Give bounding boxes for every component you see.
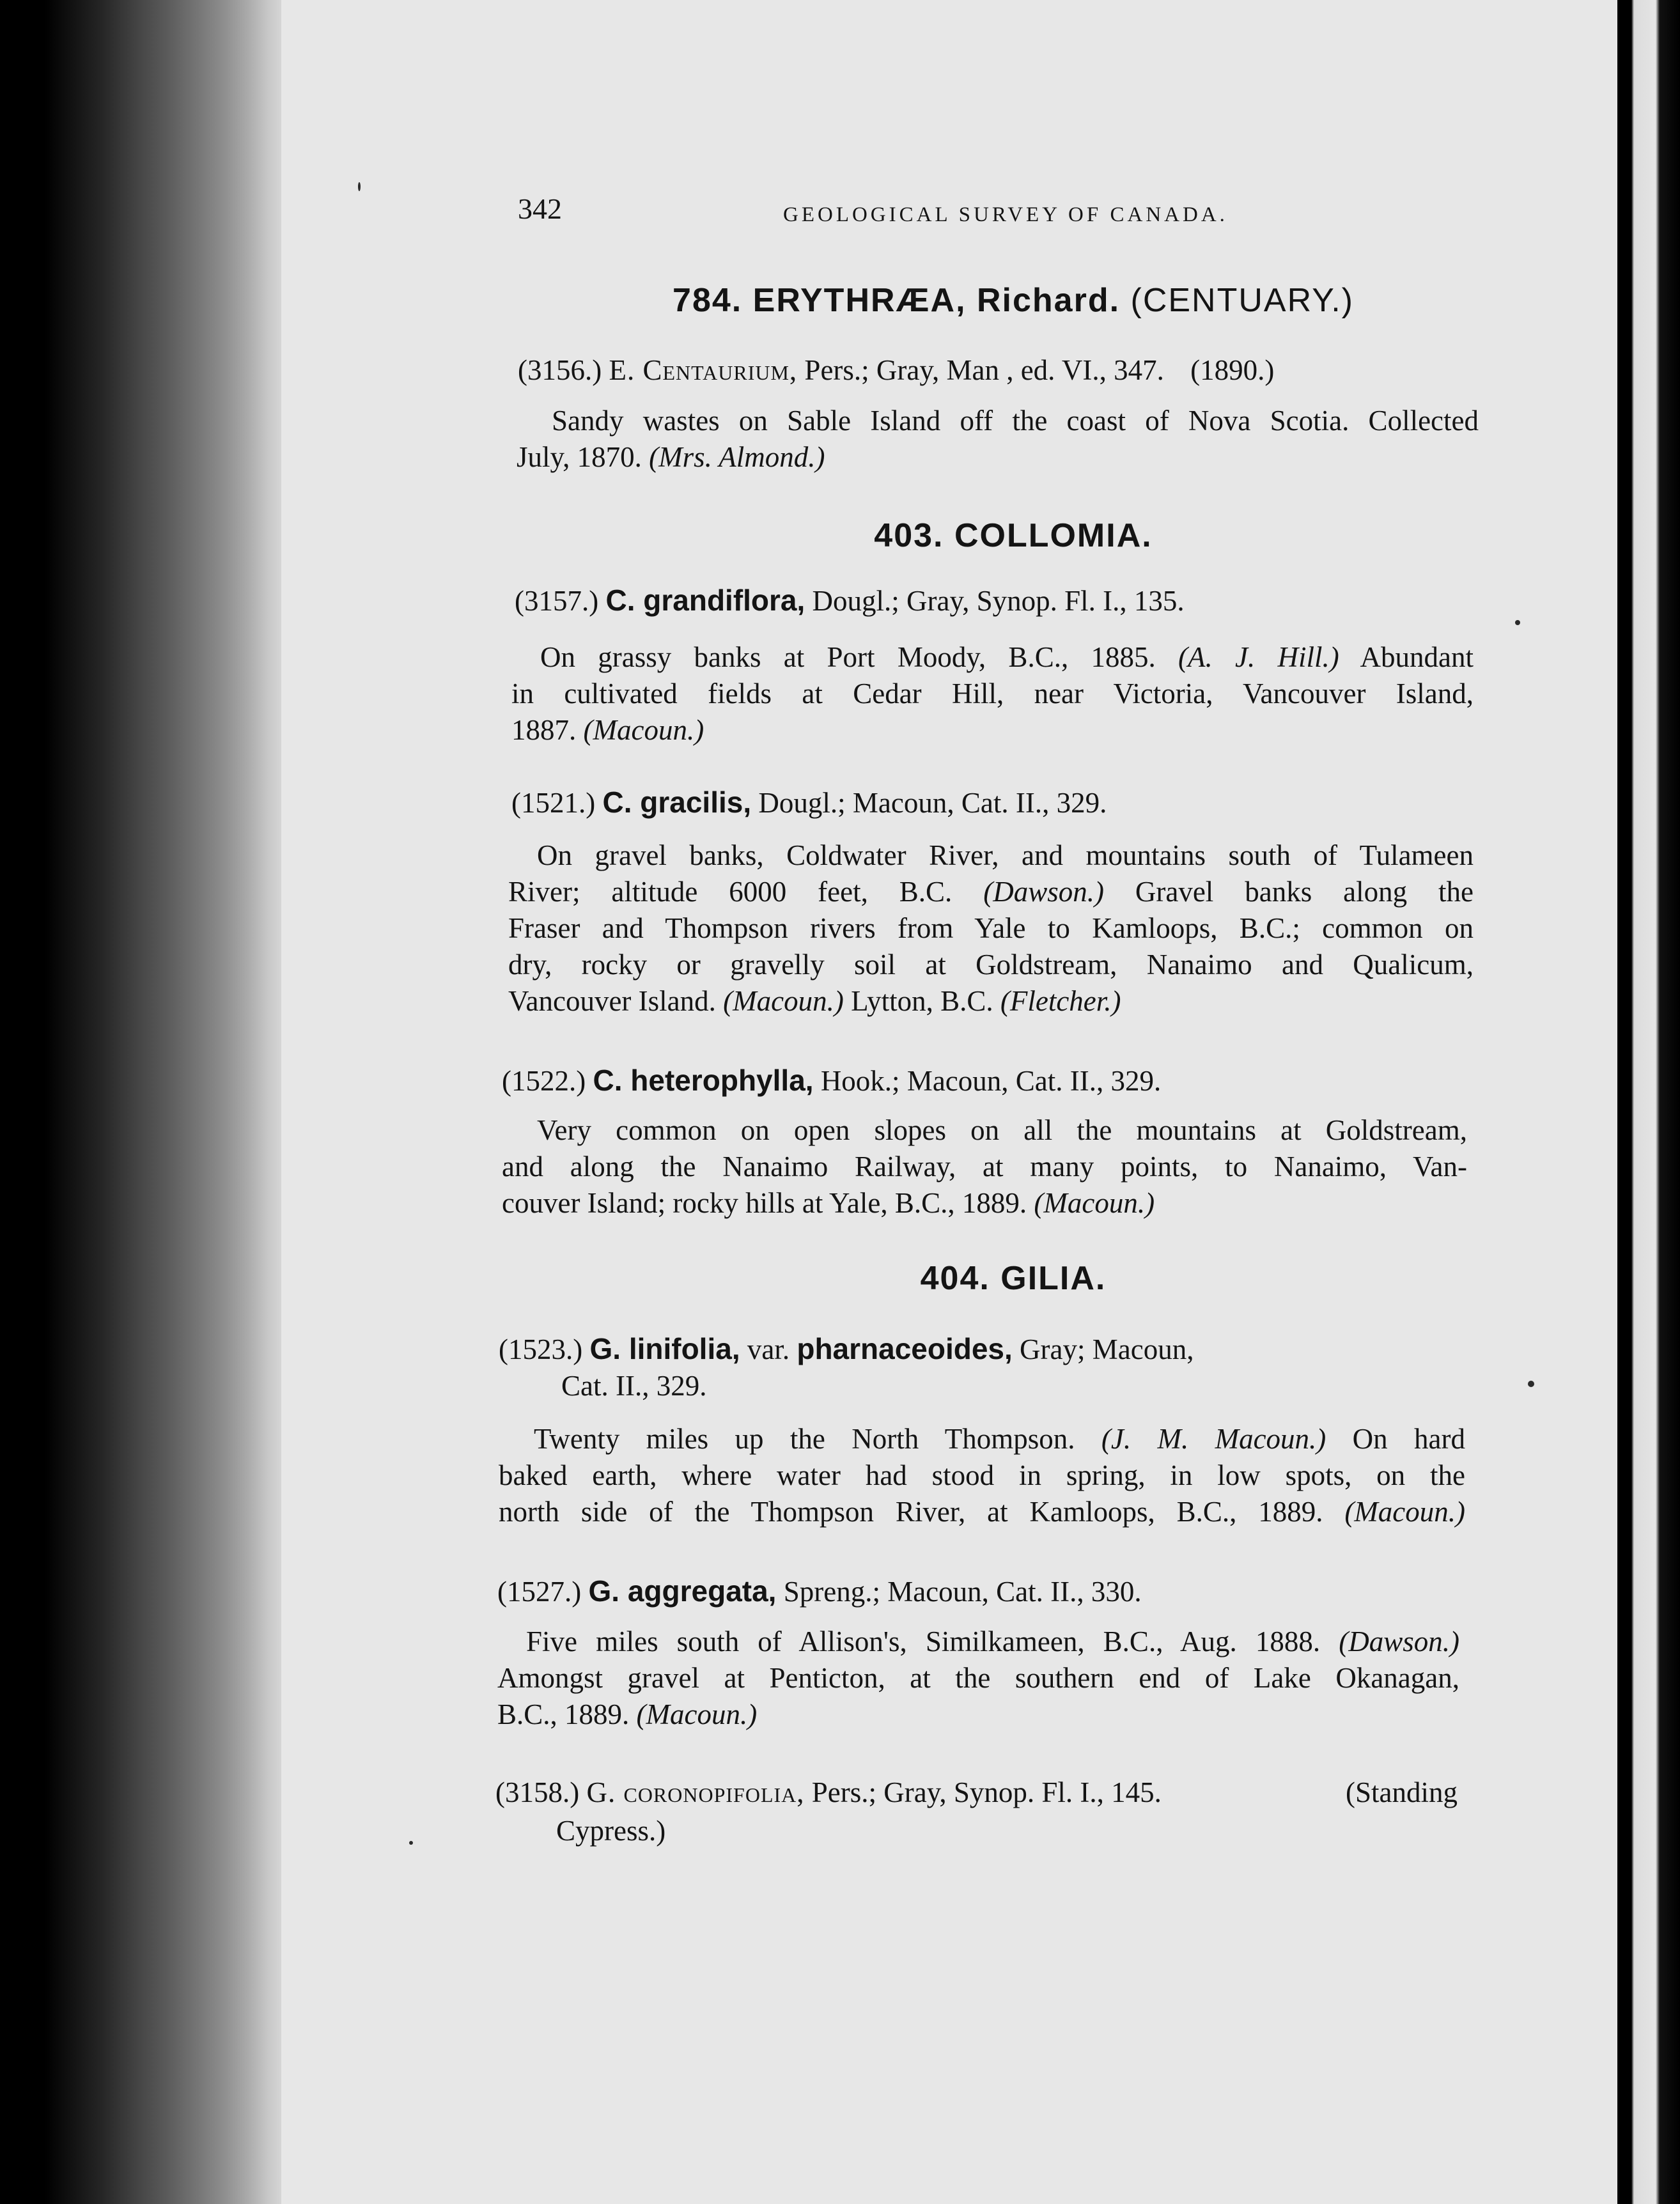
citation: Spreng.; Macoun, Cat. II., 330. bbox=[783, 1576, 1142, 1608]
entry-number: (1527.) bbox=[497, 1576, 582, 1608]
text-line: north side of the Thompson River, at Kamloops, B.C., 1889. (Macoun.) bbox=[499, 1496, 1465, 1528]
citation: Hook.; Macoun, Cat. II., 329. bbox=[820, 1065, 1162, 1097]
scan-speck bbox=[358, 182, 361, 191]
variety-name: pharnaceoides, bbox=[797, 1332, 1013, 1365]
text-line: On gravel banks, Coldwater River, and mountains south of Tulameen bbox=[537, 839, 1474, 871]
text-line: Sandy wastes on Sable Island off the coast of Nova Scotia. Collected bbox=[552, 405, 1479, 437]
text-line: and along the Nanaimo Railway, at many points, to Nanaimo, Van- bbox=[502, 1151, 1467, 1183]
entry-3158-common-cont: Cypress.) bbox=[556, 1815, 666, 1847]
entry-number: (3157.) bbox=[515, 585, 599, 617]
entry-1527-header bbox=[497, 1574, 1142, 1608]
entry-3156-text bbox=[517, 403, 1479, 476]
running-title: GEOLOGICAL SURVEY OF CANADA. bbox=[783, 203, 1228, 226]
entry-1523-citation-cont: Cat. II., 329. bbox=[561, 1370, 707, 1402]
entry-1523-header bbox=[499, 1331, 1470, 1366]
text-line: dry, rocky or gravelly soil at Goldstream, Nanaimo and Qualicum, bbox=[508, 949, 1474, 981]
entry-1527-text bbox=[497, 1624, 1459, 1733]
citation: Pers.; Gray, Synop. Fl. I., 145. bbox=[811, 1776, 1162, 1808]
text-line: Very common on open slopes on all the mountains at Goldstream, bbox=[537, 1114, 1467, 1146]
text-line: On grassy banks at Port Moody, B.C., 1885. (A. J. Hill.) Abundant bbox=[540, 641, 1474, 673]
entry-number: (1521.) bbox=[511, 787, 596, 819]
text-line: Fraser and Thompson rivers from Yale to Kamloops, B.C.; common on bbox=[508, 912, 1474, 944]
genus-title: 784. ERYTHRÆA, Richard. bbox=[673, 282, 1121, 319]
book-page bbox=[281, 0, 1617, 2204]
species-name: C. grandiflora, bbox=[605, 584, 805, 617]
entry-number: (3158.) bbox=[495, 1776, 580, 1808]
scan-speck bbox=[1528, 1381, 1534, 1387]
entry-1523-text bbox=[499, 1421, 1465, 1530]
entry-3156-header bbox=[518, 353, 1274, 387]
text-line: B.C., 1889. (Macoun.) bbox=[497, 1698, 758, 1730]
text-line: couver Island; rocky hills at Yale, B.C., 1889. (Macoun.) bbox=[502, 1187, 1155, 1219]
species-name: C. gracilis, bbox=[602, 786, 752, 819]
entry-1521-text bbox=[508, 837, 1474, 1020]
text-line: Five miles south of Allison's, Similkameen, B.C., Aug. 1888. (Dawson.) bbox=[526, 1626, 1459, 1657]
citation: Pers.; Gray, Man , ed. VI., 347. bbox=[804, 354, 1164, 386]
text-line: Vancouver Island. (Macoun.) Lytton, B.C. (Fletcher.) bbox=[508, 985, 1121, 1017]
entry-number: (3156.) bbox=[518, 354, 602, 386]
collector-name: (Mrs. Almond.) bbox=[649, 441, 825, 473]
text-line: in cultivated fields at Cedar Hill, near Victoria, Vancouver Island, bbox=[511, 678, 1474, 710]
entry-1522-text bbox=[502, 1112, 1467, 1222]
entry-year: (1890.) bbox=[1190, 354, 1275, 386]
text-line: July, 1870. (Mrs. Almond.) bbox=[517, 441, 825, 473]
genus-heading-erythraea bbox=[0, 281, 1680, 320]
species-name: G. aggregata, bbox=[588, 1574, 777, 1608]
entry-number: (1522.) bbox=[502, 1065, 586, 1097]
text-line: Amongst gravel at Penticton, at the southern end of Lake Okanagan, bbox=[497, 1662, 1459, 1694]
citation: Dougl.; Macoun, Cat. II., 329. bbox=[758, 787, 1107, 819]
variety-label: var. bbox=[747, 1333, 790, 1365]
entry-1522-header bbox=[502, 1063, 1161, 1098]
species-name: G. coronopifolia, bbox=[586, 1776, 805, 1808]
entry-3158-header bbox=[495, 1776, 1458, 1809]
citation: Dougl.; Gray, Synop. Fl. I., 135. bbox=[812, 585, 1185, 617]
page-number: 342 bbox=[518, 192, 562, 225]
entry-3157-header bbox=[515, 583, 1185, 617]
common-name: (Standing bbox=[1346, 1776, 1458, 1808]
text-line: baked earth, where water had stood in spring, in low spots, on the bbox=[499, 1459, 1465, 1491]
genus-heading-gilia: 404. GILIA. bbox=[920, 1260, 1107, 1297]
page-edge bbox=[1617, 0, 1680, 2204]
species-name: E. Centaurium, bbox=[609, 354, 798, 386]
genus-common-name: (CENTUARY.) bbox=[1130, 282, 1354, 319]
text-line: Twenty miles up the North Thompson. (J. M. Macoun.) On hard bbox=[534, 1423, 1465, 1455]
genus-heading-collomia: 403. COLLOMIA. bbox=[874, 517, 1153, 554]
scan-speck bbox=[409, 1841, 413, 1845]
entry-number: (1523.) bbox=[499, 1333, 583, 1365]
entry-1521-header bbox=[511, 785, 1107, 819]
citation: Gray; Macoun, bbox=[1020, 1333, 1194, 1365]
book-binding-shadow bbox=[0, 0, 288, 2204]
scan-speck bbox=[1515, 620, 1520, 625]
species-name: C. heterophylla, bbox=[593, 1064, 814, 1097]
entry-3157-text bbox=[511, 639, 1474, 749]
text-line: River; altitude 6000 feet, B.C. (Dawson.) Gravel banks along the bbox=[508, 876, 1474, 908]
text-line: 1887. (Macoun.) bbox=[511, 714, 704, 746]
species-name: G. linifolia, bbox=[589, 1332, 740, 1365]
